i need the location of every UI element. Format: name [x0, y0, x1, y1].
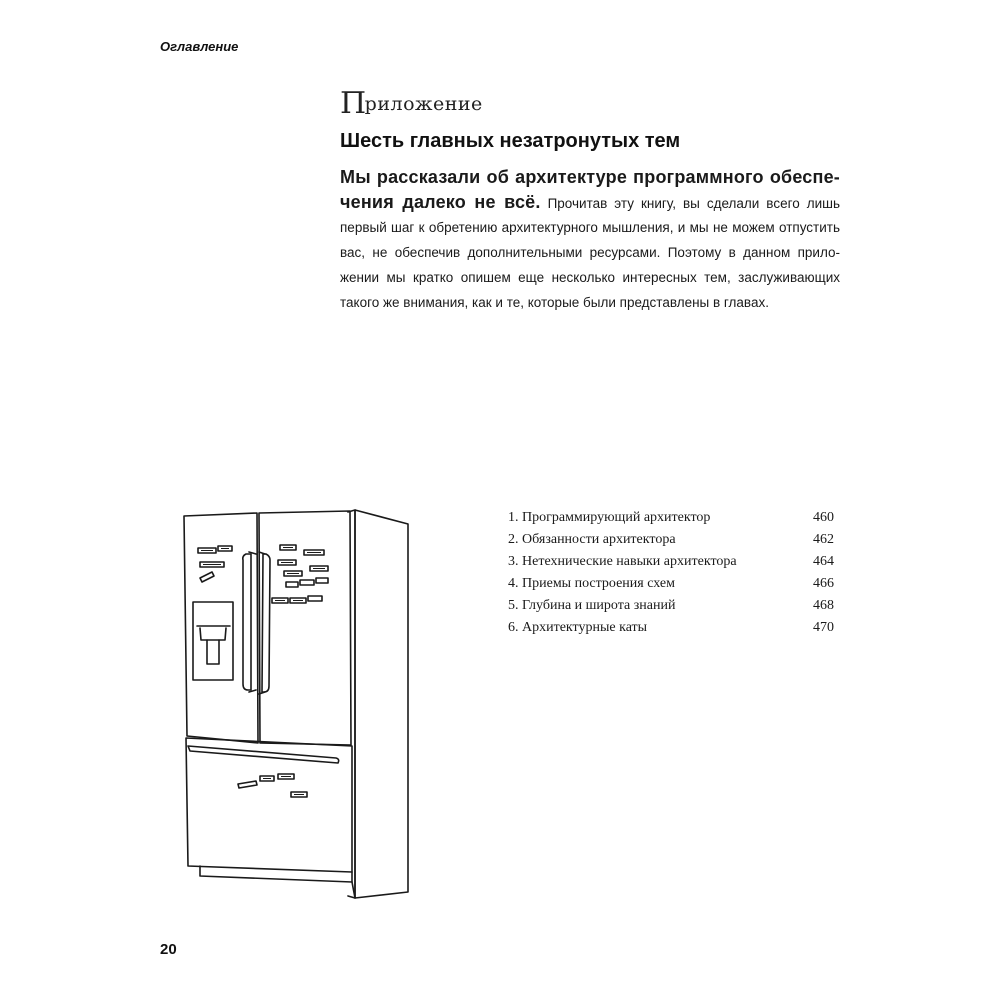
- chapter-title: Шесть главных незатронутых тем: [340, 130, 681, 152]
- page-number: 20: [160, 941, 177, 958]
- intro-paragraph: [340, 165, 840, 315]
- intro-line: [340, 190, 840, 215]
- toc-item-title: 1. Программирующий архитектор: [508, 510, 711, 525]
- intro-text: Прочитав эту книгу, вы сделали всего лишь: [540, 196, 840, 211]
- magnet-text-mark: [281, 562, 293, 563]
- magnet: [238, 781, 257, 788]
- toc-item[interactable]: [508, 551, 834, 573]
- magnet-text-mark: [203, 564, 221, 565]
- intro-line: первый шаг к обретению архитектурного мышления, и мы не можем отпустить: [340, 220, 840, 235]
- magnet: [316, 578, 328, 583]
- toc-item-page: 462: [813, 532, 834, 547]
- toc-item-page: 460: [813, 510, 834, 525]
- magnet-text-mark: [201, 550, 213, 551]
- toc-item-title: 5. Глубина и широта знаний: [508, 598, 676, 613]
- magnet-text-mark: [283, 547, 293, 548]
- toc-item-title: 4. Приемы построения схем: [508, 576, 675, 591]
- dispenser-recess: [207, 640, 219, 664]
- toc-item-title: 3. Нетехнические навыки архитектора: [508, 554, 737, 569]
- fridge-base: [200, 866, 352, 882]
- magnet-text-mark: [275, 600, 285, 601]
- magnet-text-mark: [287, 573, 299, 574]
- magnet: [300, 580, 314, 585]
- fridge-left-door: [184, 513, 258, 743]
- magnet-text-mark: [221, 548, 229, 549]
- running-header: Оглавление: [160, 39, 239, 54]
- toc-item-page: 468: [813, 598, 834, 613]
- toc-item-page: 466: [813, 576, 834, 591]
- toc-item[interactable]: [508, 507, 834, 529]
- toc-item-page: 464: [813, 554, 834, 569]
- toc-item-title: 2. Обязанности архитектора: [508, 532, 676, 547]
- intro-line: вас, не обеспечив дополнительными ресурсами. Поэтому в данном прило-: [340, 245, 840, 260]
- intro-line: жении мы кратко опишем еще несколько интересных тем, заслуживающих: [340, 270, 840, 285]
- toc-list: [508, 507, 834, 639]
- intro-lead: чения далеко не всё.: [340, 192, 541, 212]
- toc-item[interactable]: [508, 573, 834, 595]
- intro-lead: Мы рассказали об архитектуре программного обеспе-: [340, 167, 840, 187]
- magnet-text-mark: [313, 568, 325, 569]
- magnet-text-mark: [281, 776, 291, 777]
- intro-line: [340, 165, 840, 190]
- appendix-label-initial: П: [340, 86, 367, 121]
- magnet: [200, 572, 214, 582]
- left-handle-mount: [249, 552, 256, 692]
- toc-item[interactable]: [508, 617, 834, 639]
- left-door-handle: [243, 554, 251, 690]
- magnet-text-mark: [293, 600, 303, 601]
- magnet: [286, 582, 298, 587]
- intro-line: такого же внимания, как и те, которые были представлены в главах.: [340, 295, 769, 310]
- appendix-label: [340, 86, 483, 121]
- freezer-handle: [188, 746, 339, 763]
- refrigerator-illustration: [170, 500, 420, 910]
- toc-item-page: 470: [813, 620, 834, 635]
- toc-item-title: 6. Архитектурные каты: [508, 620, 648, 635]
- toc-item[interactable]: [508, 595, 834, 617]
- fridge-side-panel: [355, 510, 408, 898]
- magnet: [308, 596, 322, 601]
- magnet-text-mark: [294, 794, 304, 795]
- toc-item[interactable]: [508, 529, 834, 551]
- water-dispenser: [193, 602, 233, 680]
- magnet-text-mark: [263, 778, 271, 779]
- dispenser-nozzle-area: [200, 628, 226, 640]
- magnet-text-mark: [307, 552, 321, 553]
- right-door-handle: [262, 554, 270, 692]
- appendix-label-rest: риложение: [364, 93, 483, 115]
- fridge-right-door: [259, 511, 351, 745]
